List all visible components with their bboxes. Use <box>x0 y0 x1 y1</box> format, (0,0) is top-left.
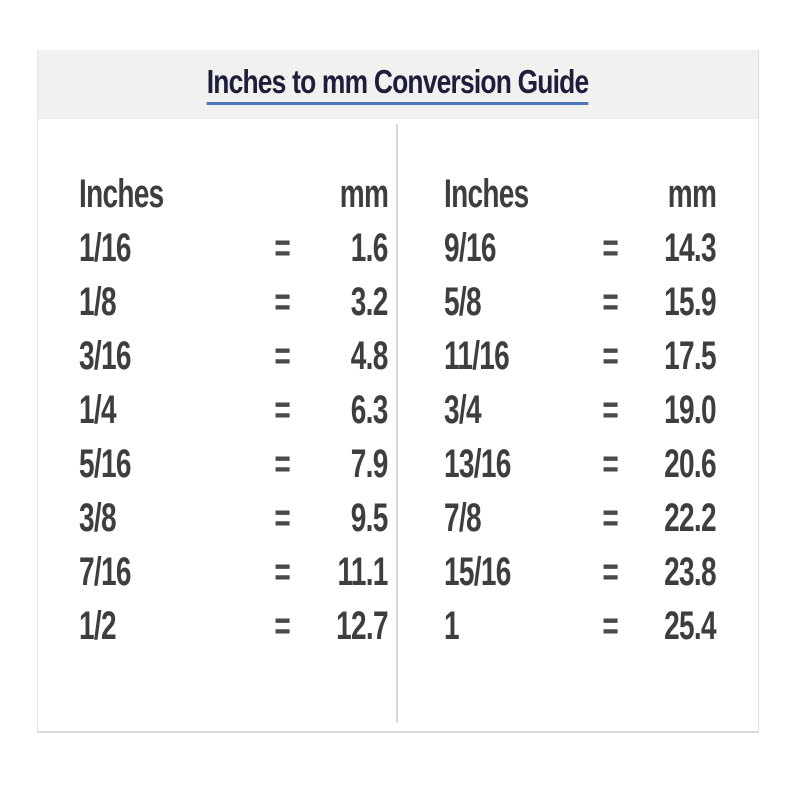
inches-value: 3/4 <box>444 387 481 432</box>
conversion-column-left <box>38 119 396 733</box>
table-row <box>79 437 388 491</box>
equals-sign: = <box>602 549 618 594</box>
mm-value: 11.1 <box>337 549 388 594</box>
column-header-row <box>79 167 388 221</box>
inches-value: 11/16 <box>444 333 510 378</box>
column-header-row <box>444 167 716 221</box>
inches-value: 7/8 <box>444 495 481 540</box>
equals-sign: = <box>602 225 618 270</box>
equals-sign: = <box>274 387 290 432</box>
mm-value: 23.8 <box>664 549 716 594</box>
table-row <box>444 437 716 491</box>
mm-value: 6.3 <box>351 387 388 432</box>
table-row <box>79 275 388 329</box>
mm-value: 14.3 <box>664 225 716 270</box>
equals-sign: = <box>602 333 618 378</box>
inches-value: 5/16 <box>79 441 131 486</box>
mm-value: 22.2 <box>664 495 716 540</box>
inches-value: 1/4 <box>79 387 116 432</box>
conversion-column-right <box>396 119 758 733</box>
table-row <box>444 599 716 653</box>
inches-header: Inches <box>444 171 529 216</box>
equals-sign: = <box>602 441 618 486</box>
mm-value: 1.6 <box>351 225 388 270</box>
mm-value: 12.7 <box>336 603 388 648</box>
mm-value: 17.5 <box>664 333 716 378</box>
conversion-guide-panel <box>37 50 759 733</box>
table-row <box>79 599 388 653</box>
mm-value: 15.9 <box>664 279 716 324</box>
table-row <box>444 329 716 383</box>
equals-sign: = <box>602 495 618 540</box>
table-row <box>444 383 716 437</box>
mm-header: mm <box>667 171 716 216</box>
inches-value: 1 <box>444 603 459 648</box>
table-row <box>79 491 388 545</box>
inches-value: 1/2 <box>79 603 116 648</box>
inches-value: 9/16 <box>444 225 496 270</box>
equals-sign: = <box>602 387 618 432</box>
equals-sign: = <box>274 441 290 486</box>
equals-sign: = <box>274 279 290 324</box>
table-row <box>79 329 388 383</box>
table-row <box>79 221 388 275</box>
equals-sign: = <box>274 549 290 594</box>
guide-header-bar <box>38 50 758 119</box>
mm-value: 4.8 <box>351 333 388 378</box>
mm-value: 20.6 <box>664 441 716 486</box>
inches-value: 1/8 <box>79 279 116 324</box>
inches-value: 3/16 <box>79 333 131 378</box>
mm-value: 3.2 <box>351 279 388 324</box>
equals-sign: = <box>602 279 618 324</box>
inches-value: 15/16 <box>444 549 511 594</box>
inches-value: 7/16 <box>79 549 131 594</box>
inches-value: 5/8 <box>444 279 481 324</box>
equals-sign: = <box>274 225 290 270</box>
mm-value: 25.4 <box>664 603 716 648</box>
table-row <box>444 221 716 275</box>
conversion-table <box>38 119 758 733</box>
page-title: Inches to mm Conversion Guide <box>207 63 589 105</box>
equals-sign: = <box>274 333 290 378</box>
inches-value: 3/8 <box>79 495 116 540</box>
table-row <box>79 545 388 599</box>
table-row <box>79 383 388 437</box>
equals-sign: = <box>602 603 618 648</box>
inches-header: Inches <box>79 171 164 216</box>
mm-value: 19.0 <box>664 387 716 432</box>
mm-value: 7.9 <box>351 441 388 486</box>
table-row <box>444 491 716 545</box>
column-divider <box>396 124 398 723</box>
table-row <box>444 545 716 599</box>
inches-value: 1/16 <box>79 225 131 270</box>
mm-value: 9.5 <box>351 495 388 540</box>
table-row <box>444 275 716 329</box>
equals-sign: = <box>274 495 290 540</box>
equals-sign: = <box>274 603 290 648</box>
inches-value: 13/16 <box>444 441 511 486</box>
mm-header: mm <box>339 171 388 216</box>
